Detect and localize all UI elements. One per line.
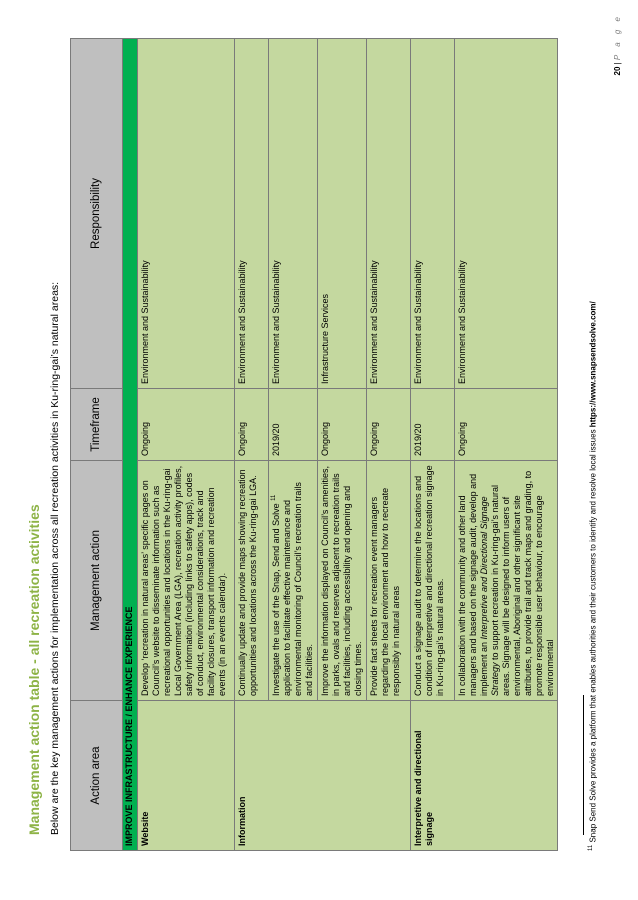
action-area-cell: Information	[235, 701, 411, 851]
responsibility-cell: Environment and Sustainability	[269, 39, 318, 389]
timeframe-cell: Ongoing	[454, 389, 558, 461]
action-cell: Develop ‘recreation in natural areas’ specific pages on Council’s website to disseminate information such as recreational opportunities and locations in the Ku-ring-gai Local Government Area (LGA), recreation activity profiles, safety information (including links to safety apps), codes of conduct, environmental considerations, track and facility closures, transport information and recreation events (in an events calendar).	[138, 461, 235, 701]
intro-text: Below are the key management actions for implementation across all recreation activities in Ku-ring-gai’s natural areas:	[49, 281, 61, 835]
footnote-divider	[583, 695, 584, 835]
table-header-row	[71, 39, 123, 851]
responsibility-cell: Environment and Sustainability	[410, 39, 454, 389]
action-cell: Provide fact sheets for recreation event managers regarding the local environment and how to recreate responsibly in natural areas	[366, 461, 410, 701]
page-label: P a g e	[613, 14, 622, 61]
strategy-title: Interpretive and Directional Signage Strategy	[478, 496, 500, 696]
timeframe-cell: Ongoing	[235, 389, 269, 461]
management-action-table	[70, 38, 558, 851]
table-row	[138, 39, 235, 851]
footnote-ref: 11	[271, 494, 277, 501]
action-text: Investigate the use of the Snap, Send and Solve	[271, 503, 281, 696]
timeframe-cell: 2019/20	[410, 389, 454, 461]
timeframe-cell: Ongoing	[138, 389, 235, 461]
header-timeframe: Timeframe	[71, 389, 123, 461]
timeframe-cell: 2019/20	[269, 389, 318, 461]
page-number-value: 20	[613, 66, 622, 76]
responsibility-cell: Environment and Sustainability	[454, 39, 558, 389]
action-text: to support recreation in Ku-ring-gai’s natural areas. Signage will be designed to inform users of environmental, Aboriginal and other significant site attributes, to provide trail and track maps and grading, to promote responsible user behaviour, to encourage environmental	[489, 470, 555, 696]
action-text: application to facilitate effective maintenance and environmental monitoring of Council’s recreation trails and facilities.	[281, 482, 314, 696]
responsibility-cell: Environment and Sustainability	[138, 39, 235, 389]
table-row	[410, 39, 454, 851]
action-cell: Improve the information displayed on Council’s amenities, in parks, ovals and reserves adjacent to recreation trails and facilities, including accessibility and opening and closing times.	[317, 461, 366, 701]
action-cell	[269, 461, 318, 701]
page-number	[613, 14, 622, 76]
timeframe-cell: Ongoing	[317, 389, 366, 461]
page-heading: Management action table - all recreation activities	[26, 504, 42, 835]
header-management-action: Management action	[71, 461, 123, 701]
responsibility-cell: Environment and Sustainability	[366, 39, 410, 389]
header-responsibility: Responsibility	[71, 39, 123, 389]
footnote-text: Snap Send Solve provides a platform that enables authorities and their customers to identify and resolve local issues	[588, 427, 598, 845]
header-action-area: Action area	[71, 701, 123, 851]
action-cell: Conduct a signage audit to determine the locations and condition of interpretive and directional recreation signage in Ku-ring-gai’s natural areas.	[410, 461, 454, 701]
action-area-cell: Interpretive and directional signage	[410, 701, 558, 851]
footnote	[588, 301, 598, 851]
page-number-separator: |	[613, 60, 622, 67]
responsibility-cell: Environment and Sustainability	[235, 39, 269, 389]
section-row	[123, 39, 138, 851]
table-row	[235, 39, 269, 851]
action-area-cell: Website	[138, 701, 235, 851]
section-title: IMPROVE INFRASTRUCTURE / ENHANCE EXPERIENCE	[123, 39, 138, 851]
footnote-link[interactable]: https://www.snapsendsolve.com/	[588, 301, 598, 428]
responsibility-cell: Infrastructure Services	[317, 39, 366, 389]
footnote-number: 11	[588, 844, 594, 851]
action-text: In collaboration with the community and other land managers and based on the signage audit, develop and implement an	[456, 473, 489, 696]
action-cell: Continually update and provide maps showing recreation opportunities and locations across the Ku-ring-gai LGA.	[235, 461, 269, 701]
timeframe-cell: Ongoing	[366, 389, 410, 461]
action-cell	[454, 461, 558, 701]
